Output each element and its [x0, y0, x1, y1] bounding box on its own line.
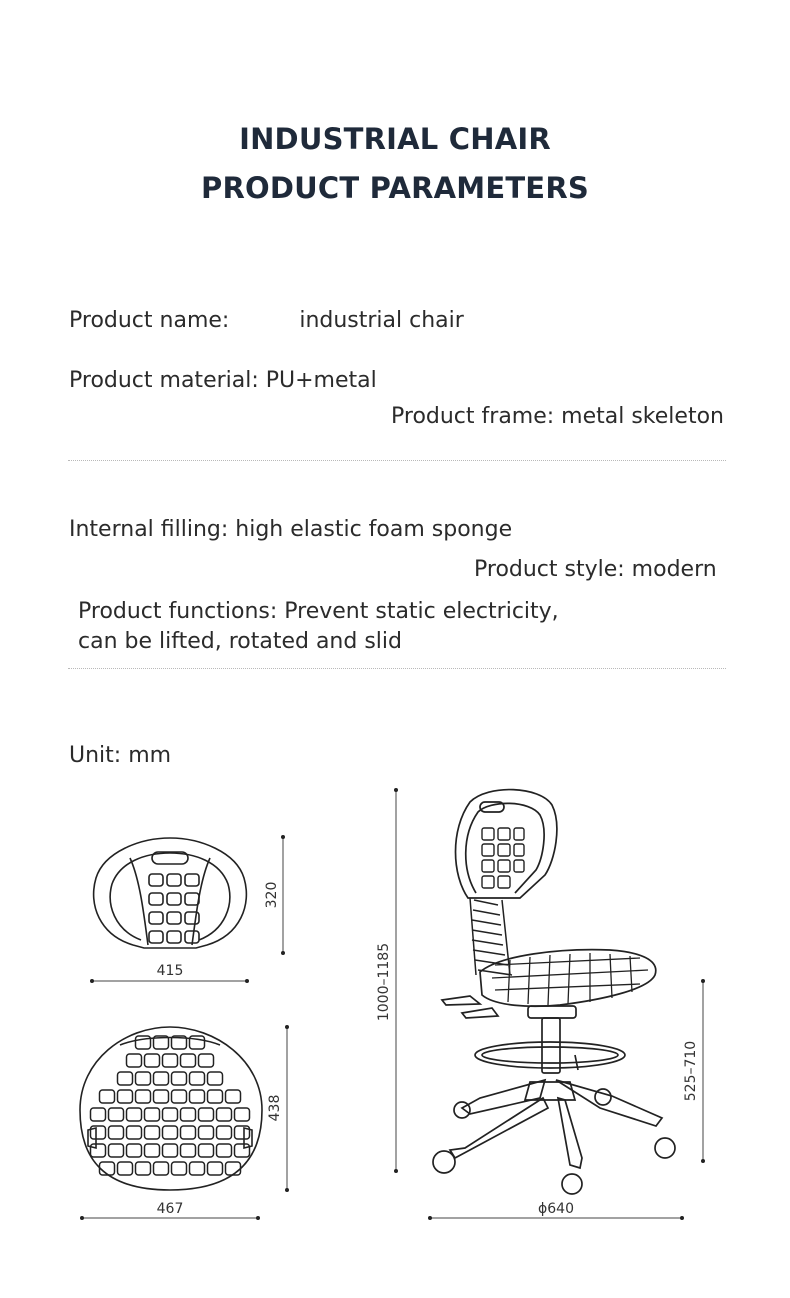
- product-frame: Product frame: metal skeleton: [391, 404, 724, 429]
- seat-cell: [235, 1126, 250, 1139]
- seat-depth-dim: [285, 1025, 289, 1192]
- seat-cell: [199, 1108, 214, 1121]
- seat-cell: [199, 1054, 214, 1067]
- seat-cell: [181, 1144, 196, 1157]
- backrest-height-label: 320: [264, 881, 280, 909]
- seat-cell: [154, 1162, 169, 1175]
- seat-cell: [109, 1126, 124, 1139]
- seat-cell: [118, 1162, 133, 1175]
- total-height-label: 1000–1185: [376, 942, 392, 1022]
- seat-width-label: 467: [156, 1201, 184, 1217]
- seat-cell: [118, 1072, 133, 1085]
- base-diameter-label: ϕ640: [538, 1201, 574, 1217]
- seat-cell: [235, 1144, 250, 1157]
- seat-cell: [181, 1108, 196, 1121]
- seat-cell: [136, 1090, 151, 1103]
- product-functions-line2: can be lifted, rotated and slid: [78, 629, 402, 654]
- product-name-value: industrial chair: [299, 308, 464, 333]
- seat-cell: [145, 1108, 160, 1121]
- seat-cell: [217, 1144, 232, 1157]
- product-material: Product material: PU+metal: [69, 368, 377, 393]
- seat-depth-label: 438: [267, 1094, 283, 1122]
- seat-cell: [190, 1090, 205, 1103]
- seat-height-label: 525–710: [683, 1040, 699, 1102]
- seat-cell: [145, 1126, 160, 1139]
- seat-cell: [181, 1054, 196, 1067]
- divider: [68, 668, 726, 669]
- divider: [68, 460, 726, 461]
- seat-cell: [109, 1108, 124, 1121]
- backrest-height-dim: [281, 835, 285, 955]
- backrest-width-label: 415: [156, 963, 184, 979]
- seat-cell: [100, 1090, 115, 1103]
- seat-cell: [208, 1162, 223, 1175]
- seat-cell: [208, 1090, 223, 1103]
- seat-cell: [172, 1090, 187, 1103]
- seat-cell: [136, 1162, 151, 1175]
- seat-cell: [154, 1072, 169, 1085]
- unit-label: Unit: mm: [69, 743, 172, 768]
- seat-cell-grid: [91, 1036, 250, 1175]
- seat-cell: [208, 1072, 223, 1085]
- seat-cell: [217, 1126, 232, 1139]
- seat-cell: [109, 1144, 124, 1157]
- seat-cell: [163, 1054, 178, 1067]
- seat-cell: [181, 1126, 196, 1139]
- seat-cell: [118, 1090, 133, 1103]
- seat-cell: [145, 1054, 160, 1067]
- seat-cell: [199, 1126, 214, 1139]
- seat-cell: [163, 1108, 178, 1121]
- seat-cell: [226, 1090, 241, 1103]
- seat-cell: [136, 1072, 151, 1085]
- chair-side-view: [433, 790, 675, 1194]
- page-title-line2: PRODUCT PARAMETERS: [201, 171, 589, 205]
- seat-cell: [190, 1162, 205, 1175]
- seat-cell: [91, 1144, 106, 1157]
- internal-filling: Internal filling: high elastic foam sponge: [69, 517, 513, 542]
- seat-cell: [91, 1108, 106, 1121]
- seat-cell: [127, 1126, 142, 1139]
- seat-cell: [199, 1144, 214, 1157]
- seat-cell: [100, 1162, 115, 1175]
- total-height-dim: [394, 788, 398, 1173]
- seat-cell: [127, 1144, 142, 1157]
- product-functions-line1: Product functions: Prevent static electricity,: [78, 599, 559, 624]
- product-name-label: Product name:: [69, 308, 230, 333]
- seat-cell: [127, 1054, 142, 1067]
- seat-cell: [91, 1126, 106, 1139]
- backrest-drawing: [94, 838, 247, 948]
- seat-cell: [217, 1108, 232, 1121]
- seat-cell: [226, 1162, 241, 1175]
- page-title-line1: INDUSTRIAL CHAIR: [239, 122, 551, 156]
- backrest-width-dim: [90, 979, 249, 983]
- seat-cell: [235, 1108, 250, 1121]
- seat-cell: [145, 1144, 160, 1157]
- product-name-row: [69, 308, 464, 333]
- seat-cell: [163, 1144, 178, 1157]
- seat-cell: [172, 1162, 187, 1175]
- seat-cell: [163, 1126, 178, 1139]
- product-style: Product style: modern: [474, 557, 717, 582]
- seat-cell: [172, 1072, 187, 1085]
- seat-cell: [154, 1090, 169, 1103]
- seat-height-dim: [701, 979, 705, 1163]
- chair-dimension-drawings: [0, 770, 790, 1240]
- seat-cell: [127, 1108, 142, 1121]
- seat-cell: [190, 1072, 205, 1085]
